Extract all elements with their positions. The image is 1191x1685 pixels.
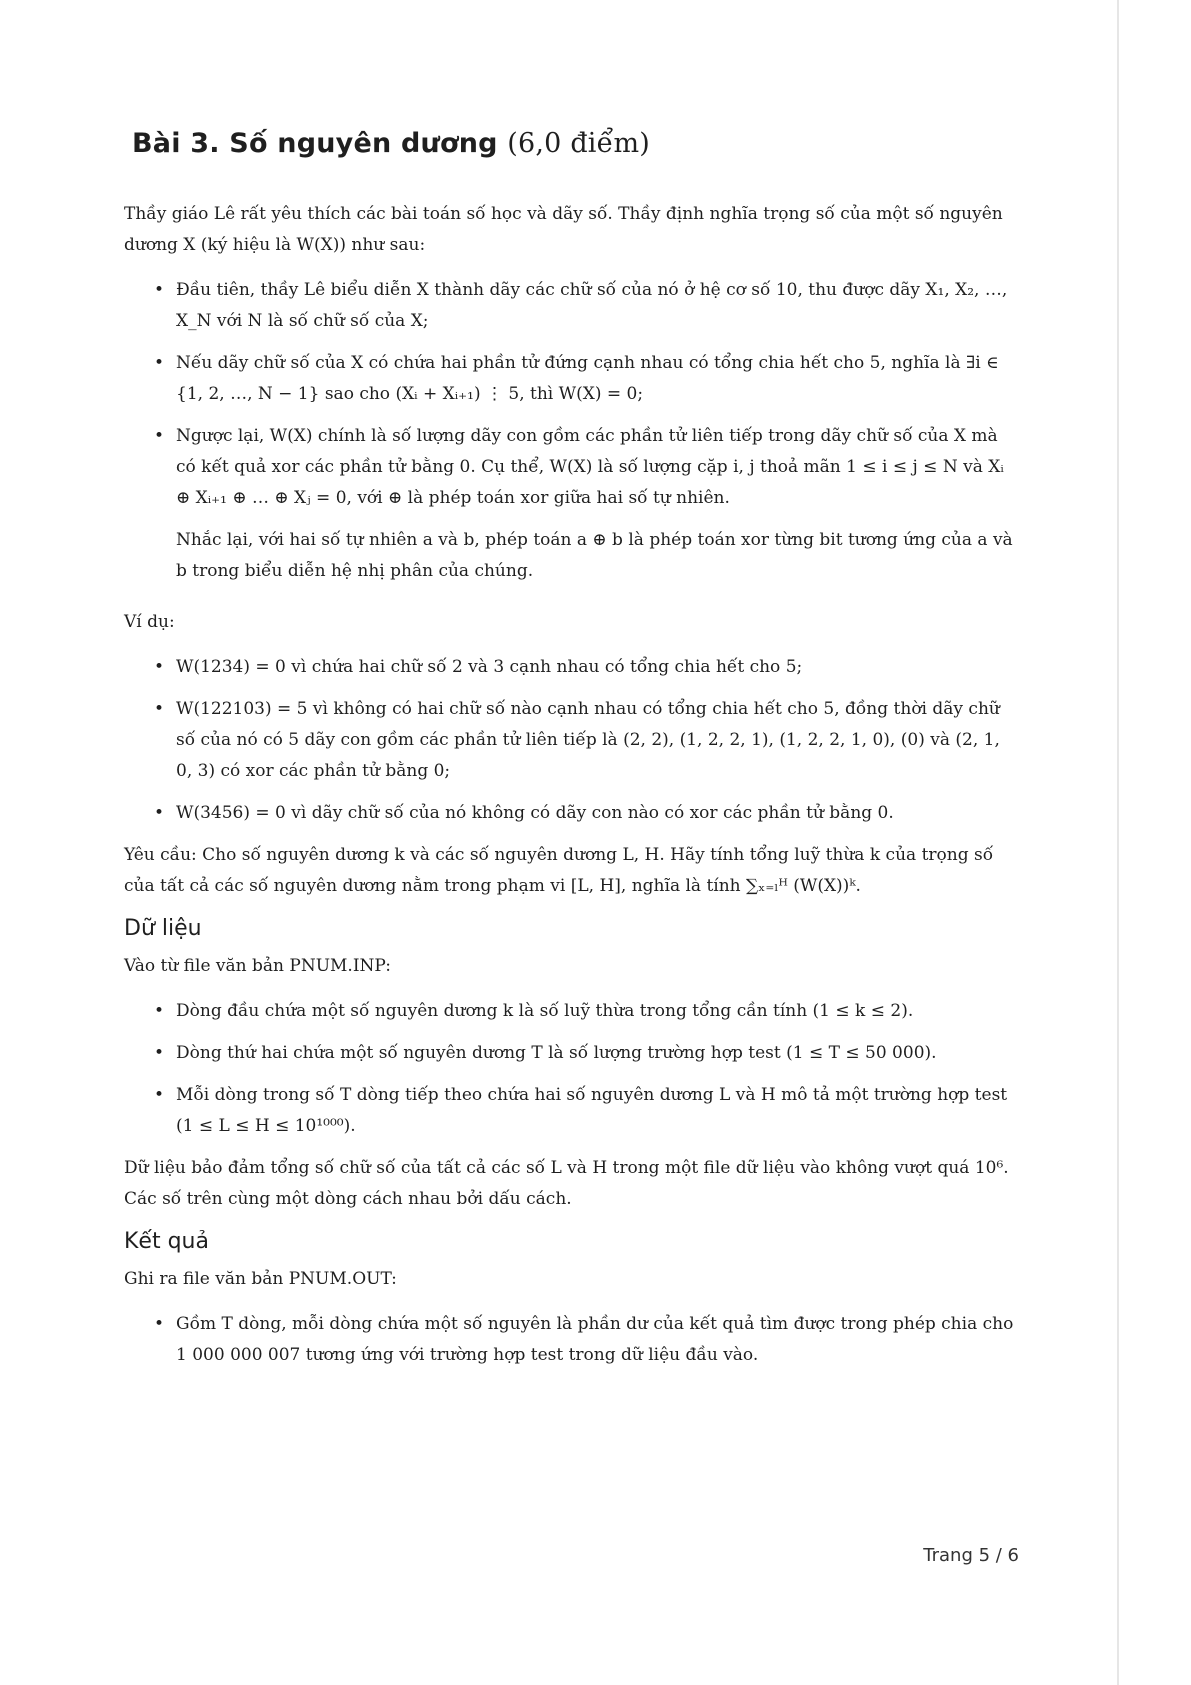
problem-title-main: Bài 3. Số nguyên dương [132, 128, 498, 159]
definition-item: • Ngược lại, W(X) chính là số lượng dãy con gồm các phần tử liên tiếp trong dãy chữ số của X mà có kết quả xor các phần tử bằng 0. Cụ thể, W(X) là số lượng cặp i, j thoả mãn 1 ≤ i ≤ j ≤ N và Xᵢ ⊕ Xᵢ₊₁ ⊕ … ⊕ Xⱼ = 0, với ⊕ là phép toán xor giữa hai số tự nhiên. [176, 421, 1016, 514]
output-list [124, 1309, 1016, 1371]
scan-edge [1117, 0, 1119, 1685]
input-list [124, 996, 1016, 1142]
input-heading: Dữ liệu [124, 916, 202, 941]
output-intro: Ghi ra file văn bản PNUM.OUT: [124, 1269, 397, 1289]
example-item: • W(1234) = 0 vì chứa hai chữ số 2 và 3 cạnh nhau có tổng chia hết cho 5; [176, 652, 1016, 683]
example-item: • W(122103) = 5 vì không có hai chữ số nào cạnh nhau có tổng chia hết cho 5, đồng thời dãy chữ số của nó có 5 dãy con gồm các phần tử liên tiếp là (2, 2), (1, 2, 2, 1), (1, 2, 2, 1, 0), (0) và (2, 1, 0, 3) có xor các phần tử bằng 0; [176, 694, 1016, 787]
intro-paragraph: Thầy giáo Lê rất yêu thích các bài toán số học và dãy số. Thầy định nghĩa trọng số của một số nguyên dương X (ký hiệu là W(X)) như sau: [124, 204, 1003, 255]
input-item: • Mỗi dòng trong số T dòng tiếp theo chứa hai số nguyên dương L và H mô tả một trường hợp test (1 ≤ L ≤ H ≤ 10¹⁰⁰⁰). [176, 1080, 1016, 1142]
definition-item: • Đầu tiên, thầy Lê biểu diễn X thành dãy các chữ số của nó ở hệ cơ số 10, thu được dãy X₁, X₂, …, X_N với N là số chữ số của X; [176, 275, 1016, 337]
problem-title [132, 128, 1016, 159]
output-item: • Gồm T dòng, mỗi dòng chứa một số nguyên là phần dư của kết quả tìm được trong phép chia cho 1 000 000 007 tương ứng với trường hợp test trong dữ liệu đầu vào. [176, 1309, 1016, 1371]
definition-list [124, 275, 1016, 514]
input-item: • Dòng đầu chứa một số nguyên dương k là số luỹ thừa trong tổng cần tính (1 ≤ k ≤ 2). [176, 996, 1016, 1027]
example-list [124, 652, 1016, 829]
problem-content [124, 128, 1016, 1382]
problem-points: (6,0 điểm) [507, 128, 650, 159]
xor-note: Nhắc lại, với hai số tự nhiên a và b, phép toán a ⊕ b là phép toán xor từng bit tương ứng của a và b trong biểu diễn hệ nhị phân của chúng. [176, 530, 1013, 581]
input-item: • Dòng thứ hai chứa một số nguyên dương T là số lượng trường hợp test (1 ≤ T ≤ 50 000). [176, 1038, 1016, 1069]
page-number: Trang 5 / 6 [923, 1545, 1019, 1566]
example-item: • W(3456) = 0 vì dãy chữ số của nó không có dãy con nào có xor các phần tử bằng 0. [176, 798, 1016, 829]
input-intro: Vào từ file văn bản PNUM.INP: [124, 956, 391, 976]
example-label: Ví dụ: [124, 612, 175, 632]
output-heading: Kết quả [124, 1229, 209, 1254]
requirement-paragraph: Yêu cầu: Cho số nguyên dương k và các số nguyên dương L, H. Hãy tính tổng luỹ thừa k của trọng số của tất cả các số nguyên dương nằm trong phạm vi [L, H], nghĩa là tính ∑ₓ₌ₗᴴ (W(X))ᵏ. [124, 845, 994, 896]
input-note: Dữ liệu bảo đảm tổng số chữ số của tất cả các số L và H trong một file dữ liệu vào không vượt quá 10⁶. Các số trên cùng một dòng cách nhau bởi dấu cách. [124, 1158, 1009, 1209]
definition-item: • Nếu dãy chữ số của X có chứa hai phần tử đứng cạnh nhau có tổng chia hết cho 5, nghĩa là ∃i ∈ {1, 2, …, N − 1} sao cho (Xᵢ + Xᵢ₊₁) ⋮ 5, thì W(X) = 0; [176, 348, 1016, 410]
